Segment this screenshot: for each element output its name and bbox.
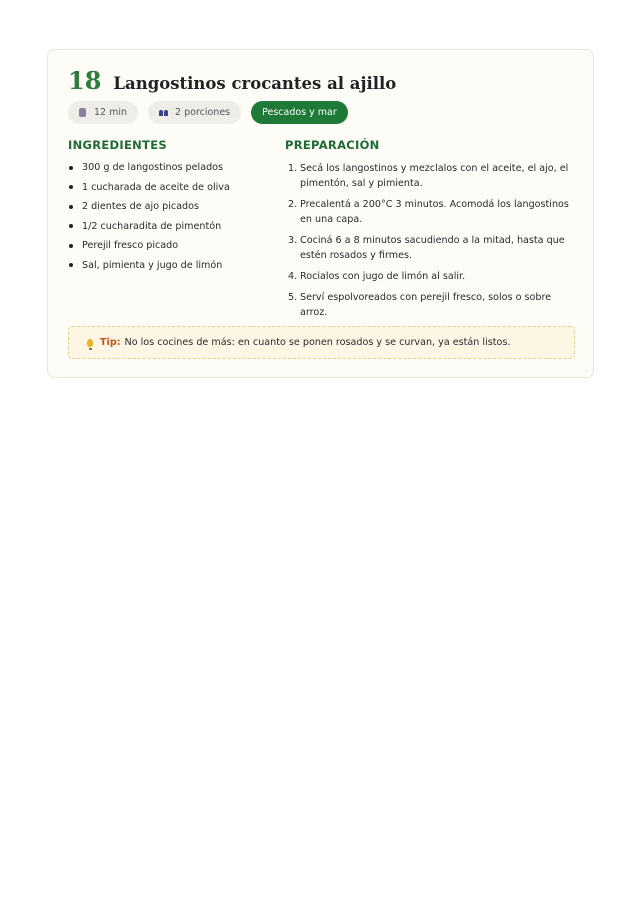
ingredient-item: 1/2 cucharadita de pimentón (68, 220, 268, 233)
lightbulb-icon (87, 339, 93, 347)
category-label: Pescados y mar (262, 107, 337, 118)
step-number: 5. (288, 292, 298, 303)
step-item (285, 197, 577, 227)
tip-label: Tip: (100, 337, 121, 348)
step-text: Cociná 6 a 8 minutos sacudiendo a la mitad, hasta que estén rosados y firmes. (300, 235, 565, 261)
recipe-header (68, 66, 396, 95)
step-number: 2. (288, 199, 298, 210)
recipe-card (47, 49, 594, 378)
tip-text: No los cocines de más: en cuanto se ponen rosados y se curvan, ya están listos. (124, 337, 511, 348)
step-item (285, 233, 577, 263)
time-label: 12 min (94, 107, 128, 118)
step-text: Precalentá a 200°C 3 minutos. Acomodá los langostinos en una capa. (300, 199, 569, 225)
servings-chip (148, 101, 241, 124)
ingredient-item: 2 dientes de ajo picados (68, 200, 268, 213)
servings-label: 2 porciones (175, 107, 231, 118)
step-number: 1. (288, 163, 298, 174)
tip-box (68, 326, 575, 359)
time-chip (68, 101, 138, 124)
step-text: Rocialos con jugo de limón al salir. (300, 271, 466, 282)
ingredient-item: 300 g de langostinos pelados (68, 161, 268, 174)
step-item (285, 290, 577, 320)
step-text: Secá los langostinos y mezclalos con el aceite, el ajo, el pimentón, sal y pimienta. (300, 163, 569, 189)
step-item (285, 161, 577, 191)
ingredients-heading: INGREDIENTES (68, 138, 167, 152)
recipe-number: 18 (68, 66, 102, 95)
step-number: 3. (288, 235, 298, 246)
timer-icon (79, 108, 86, 117)
recipe-meta (68, 101, 348, 124)
ingredient-item: 1 cucharada de aceite de oliva (68, 181, 268, 194)
ingredient-item: Perejil fresco picado (68, 239, 268, 252)
category-tag[interactable] (251, 101, 348, 124)
preparation-steps (285, 161, 577, 326)
step-item (285, 269, 577, 284)
step-number: 4. (288, 271, 298, 282)
ingredients-list (68, 161, 268, 278)
recipe-title: Langostinos crocantes al ajillo (113, 74, 397, 93)
step-text: Serví espolvoreados con perejil fresco, solos o sobre arroz. (300, 292, 552, 318)
preparation-heading: PREPARACIÓN (285, 138, 380, 152)
people-icon (159, 110, 168, 116)
ingredient-item: Sal, pimienta y jugo de limón (68, 259, 268, 272)
